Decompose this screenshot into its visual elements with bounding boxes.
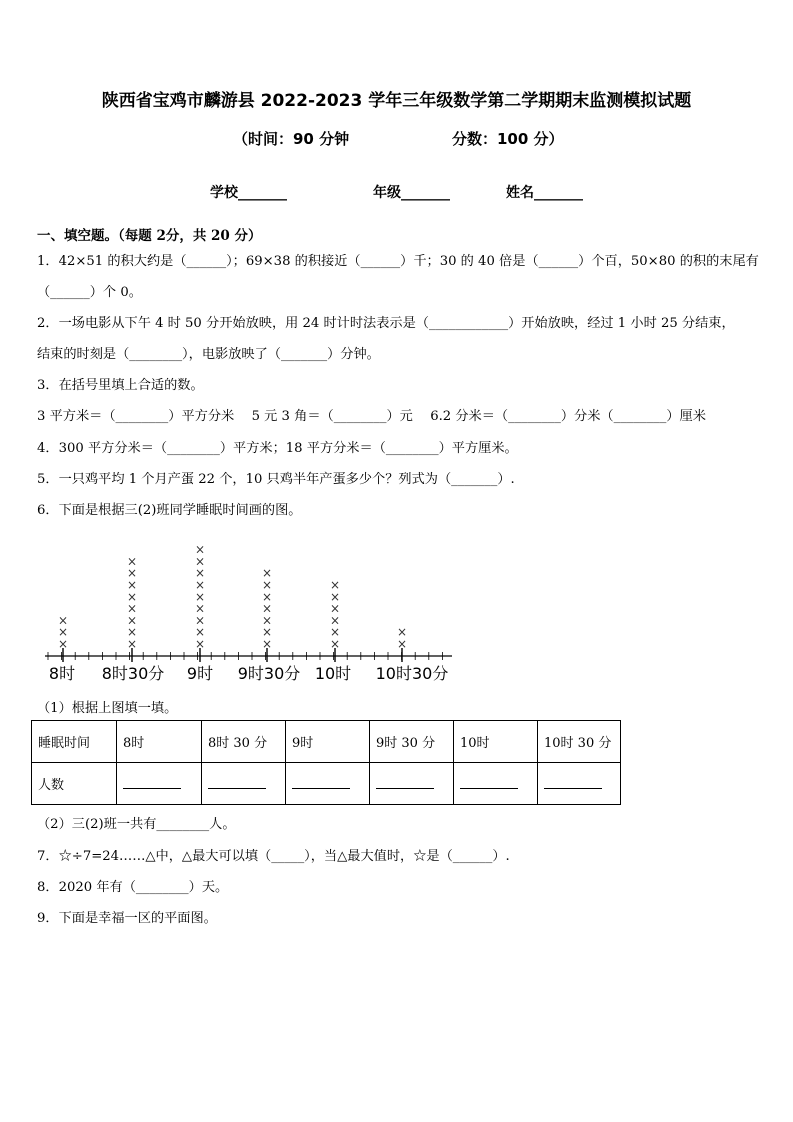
question-1-line-1: 1．42×51 的积大约是（______）；69×38 的积接近（______）千；30 的 40 倍是（______）个百，50×80 的积的末尾有 xyxy=(37,254,759,269)
plot-x-mark: × xyxy=(194,566,206,581)
table-cell-time: 9时 xyxy=(286,721,370,763)
plot-x-mark: × xyxy=(261,566,273,581)
plot-x-mark: × xyxy=(396,637,408,651)
plot-x-mark: × xyxy=(126,554,138,569)
table-cell-time: 8时 30 分 xyxy=(202,721,286,763)
plot-x-mark: × xyxy=(194,637,206,651)
page-title: 陕西省宝鸡市麟游县 2022-2023 学年三年级数学第二学期期末监测模拟试题 xyxy=(101,91,692,111)
plot-x-mark: × xyxy=(126,613,138,628)
section-heading: 一、填空题。（每题 2分，共 20 分） xyxy=(37,228,262,244)
table-row xyxy=(32,721,621,763)
question-4: 4．300 平方分米＝（________）平方米；18 平方分米＝（________）平方厘米。 xyxy=(37,441,518,456)
plot-x-mark: × xyxy=(126,625,138,640)
plot-x-mark: × xyxy=(194,589,206,604)
question-3: 3．在括号里填上合适的数。 xyxy=(37,378,204,393)
question-7: 7．☆÷7=24……△中，△最大可以填（_____），当△最大值时，☆是（______）. xyxy=(37,849,510,864)
answer-blank[interactable] xyxy=(202,763,286,805)
axis-tick-label: 9时30分 xyxy=(237,664,301,683)
answer-blank[interactable] xyxy=(538,763,621,805)
table-cell-time: 8时 xyxy=(117,721,202,763)
plot-x-mark: × xyxy=(261,613,273,628)
exam-time: （时间：90 分钟 xyxy=(233,130,350,148)
question-9: 9．下面是幸福一区的平面图。 xyxy=(37,911,217,926)
table-cell-time: 10时 30 分 xyxy=(538,721,621,763)
plot-x-mark: × xyxy=(261,589,273,604)
question-8: 8．2020 年有（________）天。 xyxy=(37,880,229,895)
plot-x-mark: × xyxy=(329,625,341,640)
plot-x-mark: × xyxy=(194,625,206,640)
grade-field: 年级_______ xyxy=(373,185,450,201)
plot-x-mark: × xyxy=(126,601,138,616)
question-6-sub-1: （1）根据上图填一填。 xyxy=(37,701,178,716)
axis-tick-label: 10时30分 xyxy=(375,664,449,683)
exam-score: 分数：100 分） xyxy=(452,130,564,148)
plot-x-mark: × xyxy=(57,625,69,640)
answer-blank[interactable] xyxy=(370,763,454,805)
table-header-time: 睡眠时间 xyxy=(32,721,117,763)
plot-x-mark: × xyxy=(194,613,206,628)
plot-x-mark: × xyxy=(329,578,341,592)
name-field: 姓名_______ xyxy=(506,185,583,201)
axis-tick-label: 8时 xyxy=(48,664,76,683)
plot-x-mark: × xyxy=(126,637,138,651)
plot-x-mark: × xyxy=(194,578,206,592)
question-6: 6．下面是根据三(2)班同学睡眠时间画的图。 xyxy=(37,503,302,518)
plot-x-mark: × xyxy=(329,613,341,628)
plot-x-mark: × xyxy=(261,625,273,640)
answer-blank[interactable] xyxy=(117,763,202,805)
plot-x-mark: × xyxy=(396,625,408,640)
question-2-line-2: 结束的时刻是（________），电影放映了（_______）分钟。 xyxy=(37,347,380,362)
plot-x-mark: × xyxy=(261,578,273,592)
plot-x-mark: × xyxy=(194,542,206,557)
plot-x-mark: × xyxy=(329,637,341,651)
plot-x-mark: × xyxy=(194,554,206,569)
question-2-line-1: 2．一场电影从下午 4 时 50 分开始放映，用 24 时计时法表示是（____________）开始放映，经过 1 小时 25 分结束， xyxy=(37,316,735,331)
plot-x-mark: × xyxy=(194,601,206,616)
axis-tick-label: 10时 xyxy=(314,664,352,683)
sleep-time-line-plot xyxy=(40,528,460,688)
question-3-items: 3 平方米＝（________）平方分米 5 元 3 角＝（________）元 6.2 分米＝（________）分米（________）厘米 xyxy=(37,409,706,424)
question-6-sub-2: （2）三(2)班一共有________人。 xyxy=(37,817,236,832)
question-1-line-2: （______）个 0。 xyxy=(37,285,142,300)
plot-x-mark: × xyxy=(57,613,69,628)
answer-blank[interactable] xyxy=(286,763,370,805)
plot-x-mark: × xyxy=(57,637,69,651)
school-field: 学校_______ xyxy=(210,185,287,201)
answer-blank[interactable] xyxy=(454,763,538,805)
plot-x-mark: × xyxy=(261,601,273,616)
plot-x-mark: × xyxy=(329,601,341,616)
table-cell-time: 9时 30 分 xyxy=(370,721,454,763)
question-5: 5．一只鸡平均 1 个月产蛋 22 个，10 只鸡半年产蛋多少个？列式为（_______）. xyxy=(37,472,515,487)
sleep-table xyxy=(31,720,621,805)
plot-x-mark: × xyxy=(261,637,273,651)
table-header-count: 人数 xyxy=(32,763,117,805)
axis-tick-label: 8时30分 xyxy=(101,664,165,683)
plot-x-mark: × xyxy=(126,578,138,592)
plot-x-mark: × xyxy=(126,566,138,581)
table-cell-time: 10时 xyxy=(454,721,538,763)
plot-x-mark: × xyxy=(126,589,138,604)
table-row xyxy=(32,763,621,805)
axis-tick-label: 9时 xyxy=(186,664,214,683)
plot-x-mark: × xyxy=(329,589,341,604)
